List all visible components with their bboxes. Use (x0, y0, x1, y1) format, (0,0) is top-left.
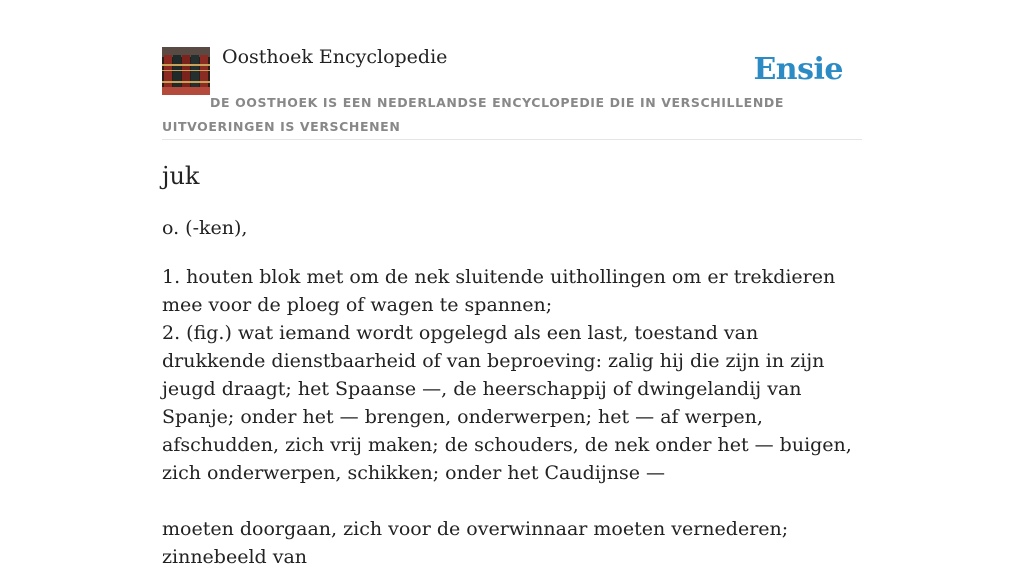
brand-logo-text[interactable]: Ensie (753, 52, 843, 87)
site-title[interactable]: Oosthoek Encyclopedie (222, 46, 448, 68)
paragraph-gap (162, 487, 862, 515)
site-tagline: DE OOSTHOEK IS EEN NEDERLANDSE ENCYCLOPEDIE DIE IN VERSCHILLENDE UITVOERINGEN IS VERSCHENEN (162, 95, 784, 134)
avatar[interactable] (162, 47, 210, 95)
site-header (162, 0, 862, 140)
encyclopedia-books-icon (162, 47, 210, 95)
article-body (162, 263, 862, 571)
grammar-note: o. (-ken), (162, 217, 248, 239)
definition-1: 1. houten blok met om de nek sluitende uithollingen om er trekdieren mee voor de ploeg of wagen te spannen; (162, 266, 836, 316)
definition-continuation: moeten doorgaan, zich voor de overwinnaar moeten vernederen; zinnebeeld van (162, 518, 789, 568)
page (162, 0, 862, 568)
article-title: juk (162, 162, 200, 190)
definition-2: 2. (fig.) wat iemand wordt opgelegd als een last, toestand van drukkende dienstbaarheid of van beproeving: zalig hij die zijn in zijn jeugd draagt; het Spaanse —, de heerschappij of dwingelandij van Spanje; onder het — brengen, onderwerpen; het — af werpen, afschudden, zich vrij maken; de schouders, de nek onder het — buigen, zich onderwerpen, schikken; onder het Caudijnse — (162, 322, 852, 484)
